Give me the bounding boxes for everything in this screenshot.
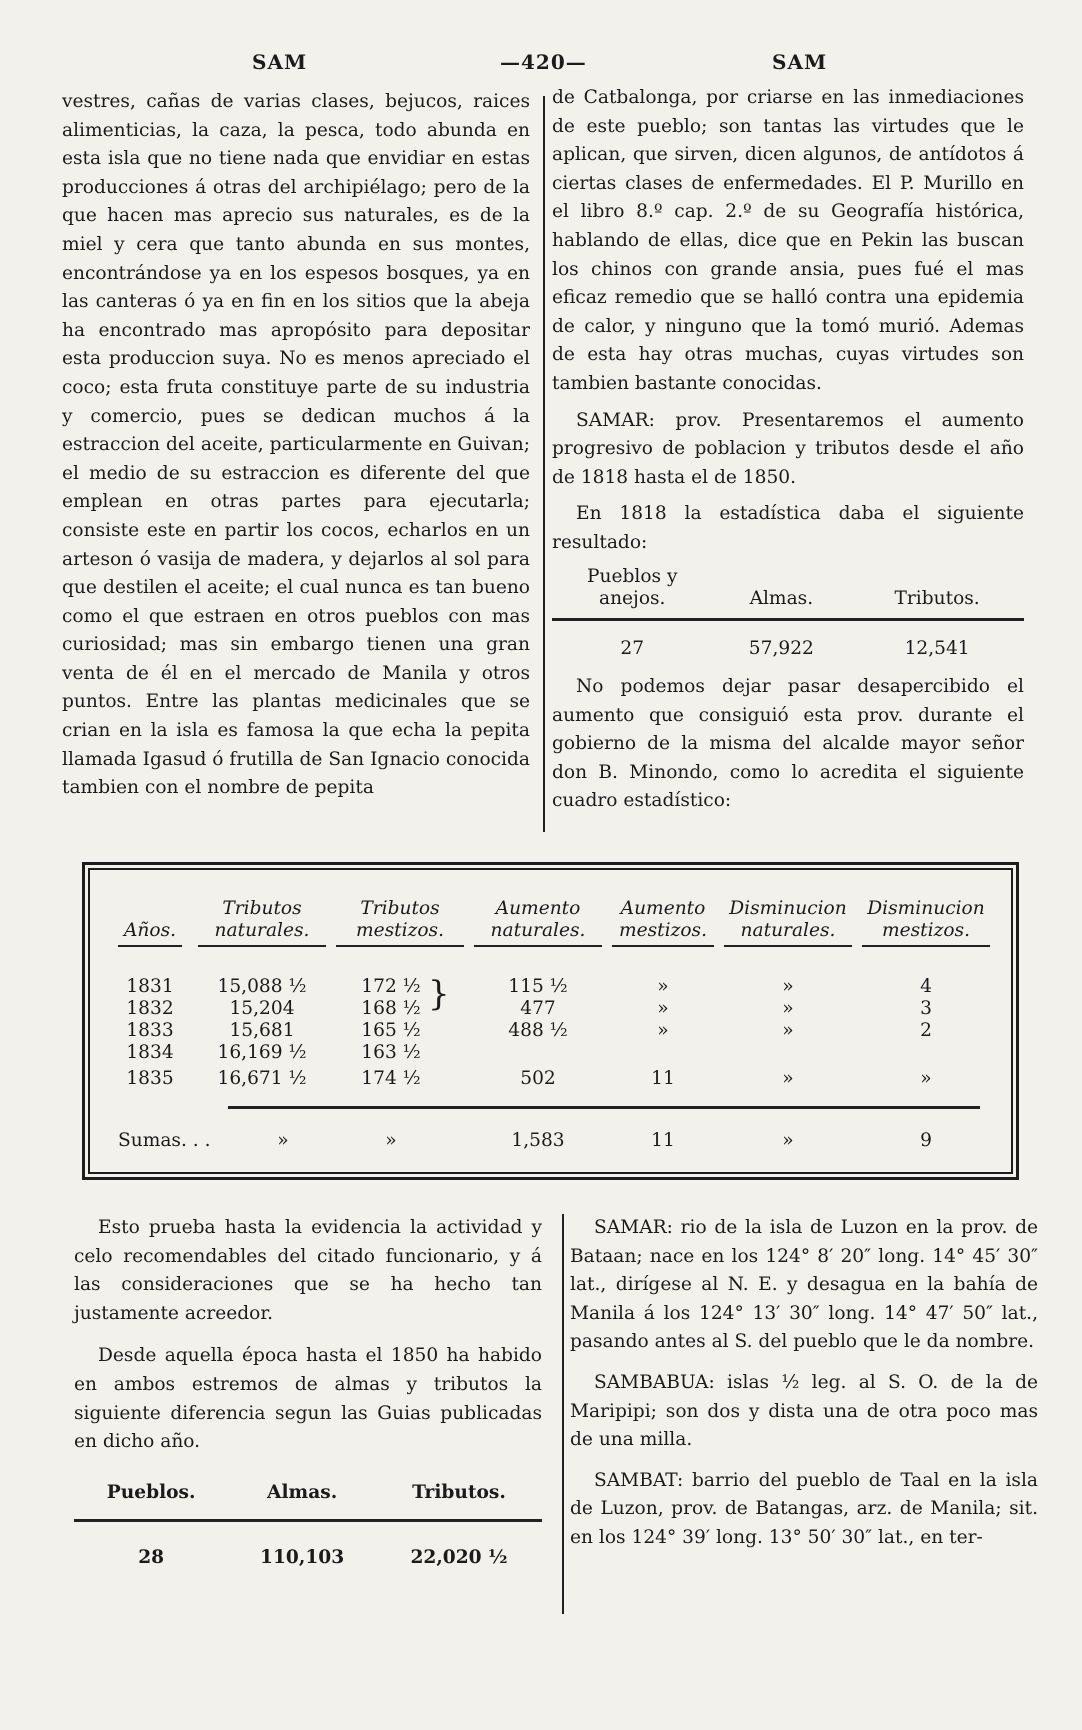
table-cell: 22,020 ½	[410, 1547, 508, 1569]
column-header: Disminucion naturales.	[724, 898, 852, 947]
table-cell: 28	[138, 1547, 165, 1569]
table-cell: 174 ½	[361, 1068, 421, 1089]
table-cell: 3	[920, 998, 932, 1019]
table-cell: »	[782, 1130, 794, 1151]
running-head-left: SAM	[252, 50, 308, 74]
table-cell: 163 ½	[361, 1042, 421, 1063]
table-cell: »	[782, 976, 794, 997]
column-header: Disminucion mestizos.	[862, 898, 990, 947]
column-header: Tributos naturales.	[198, 898, 326, 947]
paragraph: Desde aquella época hasta el 1850 ha habido en ambos estremos de almas y tributos la siguiente diferencia segun las Guias publicadas en dicho año.	[74, 1345, 542, 1453]
table-cell: 2	[920, 1020, 932, 1041]
column-header: Pueblos.	[74, 1479, 228, 1521]
column-header: Aumento mestizos.	[612, 898, 714, 947]
stats-header-row	[90, 898, 1011, 958]
page-number: —420—	[500, 50, 587, 74]
table-cell: 502	[520, 1068, 556, 1089]
column-header: Tributos mestizos.	[336, 898, 464, 947]
column-header: Tributos.	[850, 566, 1024, 620]
table-row	[90, 976, 1011, 998]
table-cell: 168 ½	[361, 998, 421, 1019]
table-cell: »	[657, 998, 669, 1019]
table-row	[90, 998, 1011, 1020]
table-cell: 1832	[126, 998, 174, 1019]
sums-rule	[228, 1106, 980, 1109]
column-header: Aumento naturales.	[474, 898, 602, 947]
column-header: Tributos.	[376, 1479, 542, 1521]
table-cell: »	[782, 998, 794, 1019]
table-cell: 1835	[126, 1068, 174, 1089]
table-cell: 15,681	[229, 1020, 295, 1041]
table-cell: »	[657, 976, 669, 997]
column-divider-top	[543, 96, 545, 832]
column-header: Almas.	[228, 1479, 376, 1521]
table-cell: 11	[651, 1068, 675, 1089]
right-column-bottom	[570, 1214, 1038, 1561]
table-cell: »	[782, 1020, 794, 1041]
table-cell: 15,088 ½	[217, 976, 307, 997]
table-cell: 477	[520, 998, 556, 1019]
table-cell: 9	[920, 1130, 932, 1151]
table-cell: 12,541	[904, 637, 970, 659]
left-column-top	[62, 88, 530, 811]
paragraph: vestres, cañas de varias clases, bejucos, raices alimenticias, la caza, la pesca, todo abunda en esta isla que no tiene nada que envidiar en estas producciones á otras del archipiélago; pero de la que hacen mas aprecio sus naturales, es de la miel y cera que tanto abunda en sus montes, encontrándose ya en los espesos bosques, ya en las canteras ó ya en fin en los sitios que la abeja ha encontrado mas apropósito para depositar esta produccion suya. No es menos apreciado el coco; esta fruta constituye parte de su industria y comercio, pues se dedican muchos á la estraccion del aceite, particularmente en Guivan; el medio de su estraccion es diferente del que emplean en otras partes para ejecutarla; consiste este en partir los cocos, echarlos en un arteson ó vasija de madera, y dejarlos al sol para que destilen el aceite; el cual nunca es tan bueno como el que estraen en otros pueblos con mas curiosidad; mas sin embargo tienen una gran venta de él en el mercado de Manila y otros puntos. Entre las plantas medicinales que se crian en la isla es famosa la que echa la pepita llamada Igasud ó frutilla de San Ignacio conocida tambien con el nombre de pepita	[62, 91, 530, 799]
paragraph: SAMBABUA: islas ½ leg. al S. O. de la de Maripipi; son dos y dista una de otra poco mas de una milla.	[570, 1371, 1038, 1451]
column-header: Almas.	[712, 566, 850, 620]
column-divider-bottom	[562, 1214, 564, 1614]
table-cell: 15,204	[229, 998, 295, 1019]
table-row	[90, 1020, 1011, 1042]
running-head-right: SAM	[772, 50, 828, 74]
table-cell: 4	[920, 976, 932, 997]
table-cell: 110,103	[260, 1547, 345, 1569]
table-cell: 165 ½	[361, 1020, 421, 1041]
table-cell: 1,583	[511, 1130, 565, 1151]
sums-row	[90, 1128, 1011, 1154]
table-cell: 488 ½	[508, 1020, 568, 1041]
paragraph: de Catbalonga, por criarse en las inmediaciones de este pueblo; son tantas las virtudes que le aplican, que sirven, dicen algunos, de antídotos á ciertas clases de enfermedades. El P. Murillo en el libro 8.º cap. 2.º de su Geografía histórica, hablando de ellas, dice que en Pekin las buscan los chinos con grande ansia, pues fué el mas eficaz remedio que se halló contra una epidemia de calor, y ninguno que la tomó murió. Ademas de esta hay otras muchas, cuyas virtudes son tambien bastante conocidas.	[552, 87, 1024, 394]
table-row	[90, 1068, 1011, 1090]
table-1850	[74, 1479, 542, 1573]
table-cell: 115 ½	[508, 976, 568, 997]
table-cell: 1834	[126, 1042, 174, 1063]
table-cell: 1833	[126, 1020, 174, 1041]
table-cell: 16,169 ½	[217, 1042, 307, 1063]
table-cell: »	[385, 1130, 397, 1151]
paragraph: SAMBAT: barrio del pueblo de Taal en la isla de Luzon, prov. de Batangas, arz. de Manila; sit. en los 124° 39′ long. 13° 50′ 30″ lat., en ter-	[570, 1469, 1038, 1548]
table-1818	[552, 566, 1024, 670]
paragraph: SAMAR: prov. Presentaremos el aumento progresivo de poblacion y tributos desde el año de 1818 hasta el de 1850.	[552, 409, 1024, 488]
table-cell: 27	[620, 637, 645, 659]
table-cell: »	[277, 1130, 289, 1151]
table-cell: 11	[651, 1130, 675, 1151]
paragraph: En 1818 la estadística daba el siguiente resultado:	[552, 503, 1024, 553]
brace-mark: }	[428, 974, 450, 1014]
left-column-bottom	[74, 1214, 542, 1573]
right-column-top	[552, 84, 1024, 824]
paragraph: No podemos dejar pasar desapercibido el aumento que consiguió esta prov. durante el gobierno de la misma del alcalde mayor señor don B. Minondo, como lo acredita el siguiente cuadro estadístico:	[552, 676, 1024, 812]
table-cell: 1831	[126, 976, 174, 997]
paragraph: SAMAR: rio de la isla de Luzon en la prov. de Bataan; nace en los 124° 8′ 20″ long. 14° 45′ 30″ lat., dirígese al N. E. y desagua en la bahía de Manila á los 124° 13′ 30″ long. 14° 47′ 50″ lat., pasando antes al S. del pueblo que le da nombre.	[570, 1217, 1038, 1353]
table-cell: »	[920, 1068, 932, 1089]
table-cell: 57,922	[748, 637, 814, 659]
paragraph: Esto prueba hasta la evidencia la actividad y celo recomendables del citado funcionario, y á las consideraciones que se ha hecho tan justamente acreedor.	[74, 1217, 542, 1324]
table-cell: 172 ½	[361, 976, 421, 997]
stats-table-frame	[88, 868, 1013, 1174]
column-header: Años.	[118, 920, 182, 947]
table-cell: »	[782, 1068, 794, 1089]
sums-label: Sumas. . .	[118, 1130, 211, 1151]
table-cell: »	[657, 1020, 669, 1041]
table-cell: 16,671 ½	[217, 1068, 307, 1089]
table-row	[90, 1042, 1011, 1064]
column-header: Pueblos y anejos.	[552, 566, 712, 620]
